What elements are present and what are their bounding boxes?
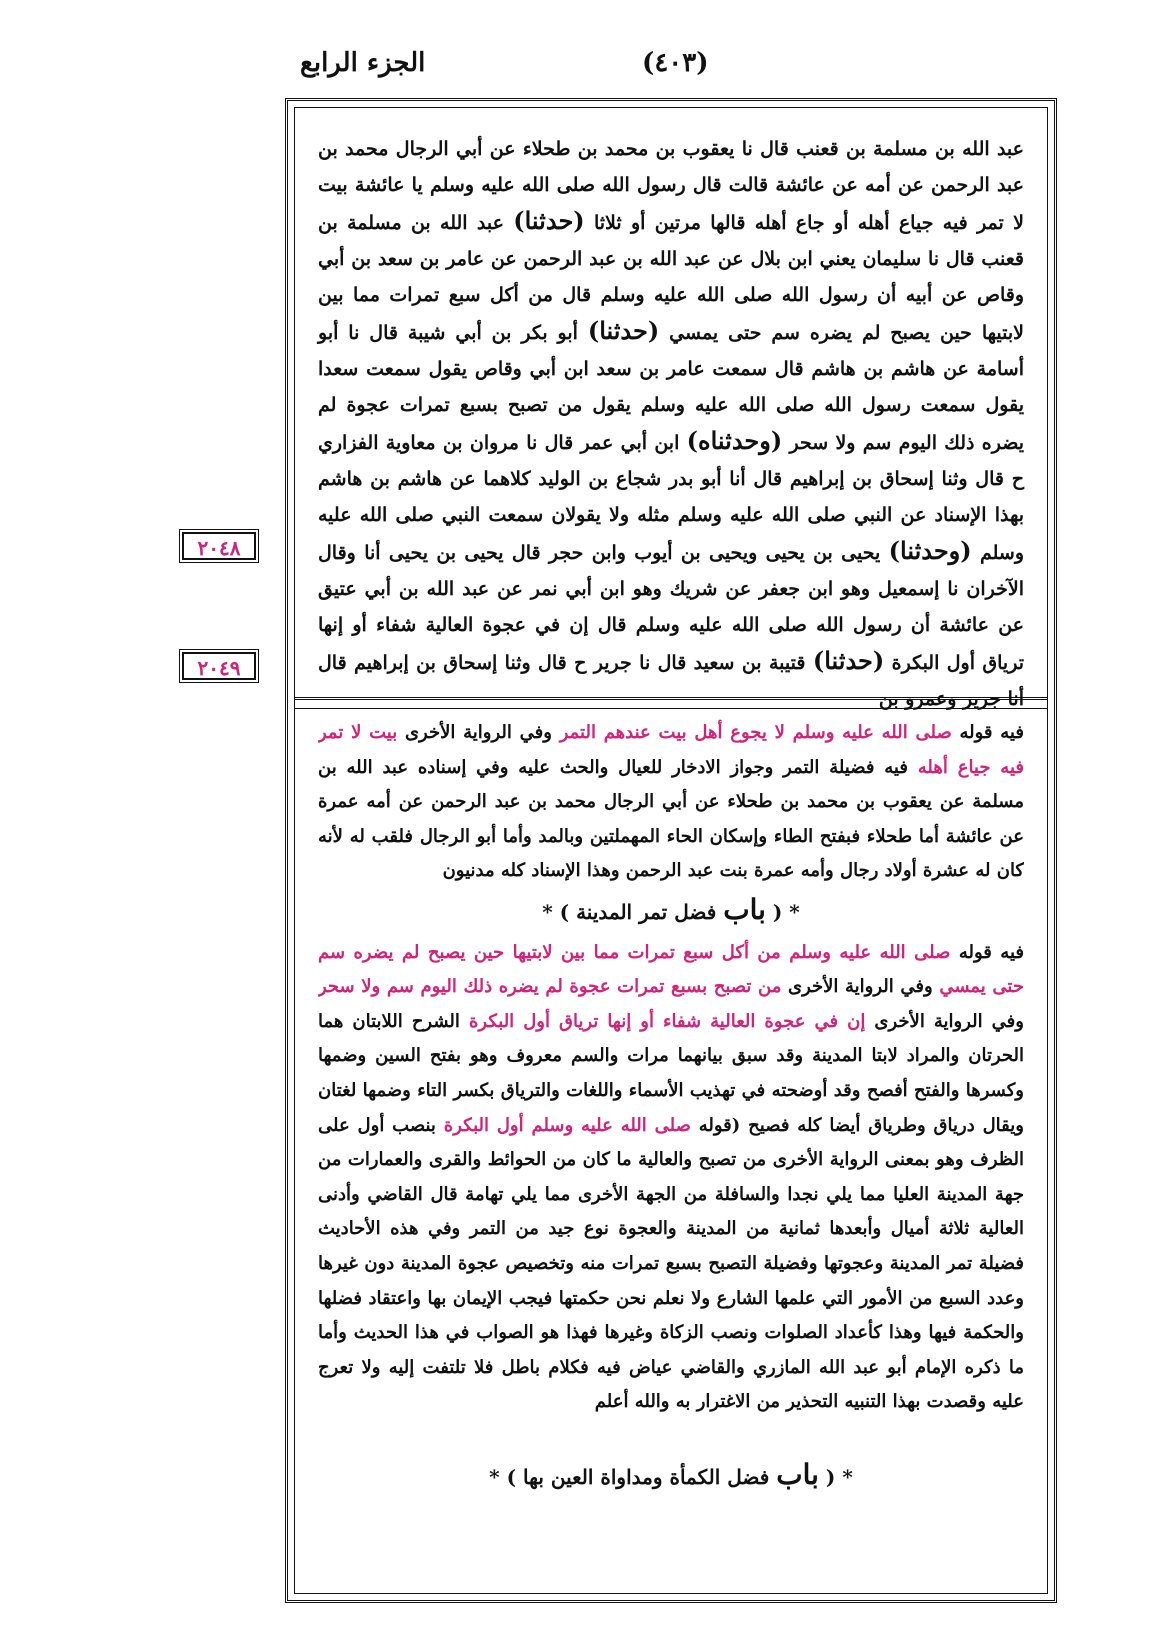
commentary-text: (قوله: [698, 1114, 741, 1136]
quoted-hadith: صلى الله عليه وسلم لا يجوع أهل بيت عندهم التمر: [559, 722, 952, 743]
commentary-text: وفي الرواية الأخرى: [874, 1010, 1024, 1032]
quoted-hadith: صلى الله عليه وسلم من أكل سبع تمرات مما بين لابتيها حين يصبح لم يضره سم حتى يمسي: [318, 941, 1024, 998]
page-frame: [285, 98, 1057, 1603]
commentary-paragraph: [318, 716, 1024, 889]
hadith-number-2048: ٢٠٤٨: [182, 532, 256, 560]
page-number: (٤٠٣): [642, 48, 709, 78]
commentary-paragraph: [318, 936, 1024, 1420]
chapter-bab-word: باب: [776, 1457, 819, 1491]
quoted-hadith: من تصبح بسبع تمرات عجوة لم يضره ذلك اليوم سم ولا سحر: [318, 976, 782, 998]
chapter-title-text: فضل تمر المدينة: [576, 899, 717, 924]
commentary-text: فيه قوله: [959, 722, 1024, 743]
narration-keyword: (حدثنا): [587, 316, 660, 345]
commentary-block: [318, 716, 1024, 1586]
page-header: [0, 38, 1158, 98]
commentary-text: فيه فضيلة التمر وجواز الادخار للعيال والحث عليه وفي إسناده عبد الله بن مسلمة عن يعقوب بن محمد بن طحلاء عن أبي الرجال محمد بن عبد الرحمن عن أمه عمرة عن عائشة أما طحلاء فبفتح الطاء وإسكان الحاء المهملتين وبالمد وأما أبو الرجال فلقب له لأنه كان له عشرة أولاد رجال وأمه عمرة بنت عبد الرحمن وهذا الإسناد كله مدنيون: [318, 756, 1024, 882]
commentary-text: بنصب أول على الظرف وهو بمعنى الرواية الأخرى من تصبح والعالية ما كان من الحوائط والقرى والعمارات من جهة المدينة العليا مما يلي نجدا والسافلة من الجهة الأخرى مما يلي تهامة قال القاضي وأدنى العالية ثلاثة أميال وأبعدها ثمانية من المدينة والعجوة نوع جيد من التمر وفي هذه الأحاديث فضيلة تمر المدينة وعجوتها وفضيلة التصبح بسبع تمرات منه وتخصيص عجوة المدينة دون غيرها وعدد السبع من الأمور التي علمها الشارع ولا نعلم نحن حكمتها فيجب الإيمان بها واعتقاد فضلها والحكمة فيها وهذا كأعداد الصلوات ونصب الزكاة وغيرها فهذا هو الصواب في هذا الحديث وأما ما ذكره الإمام أبو عبد الله المازري والقاضي عياض فيه فكلام باطل فلا تلتفت إليه ولا تعرج عليه وقصدت بهذا التنبيه التحذير من الاغترار به والله أعلم: [318, 1114, 1024, 1413]
commentary-text: الشرح اللابتان هما الحرتان والمراد لابتا المدينة وقد سبق بيانهما مرات والسم معروف وهو بفتح السين وضمها وكسرها والفتح أفصح وقد أوضحته في تهذيب الأسماء واللغات والترياق بكسر التاء وضمها لغتان ويقال درياق وطرياق أيضا كله فصيح: [318, 1010, 1024, 1136]
chapter-title: * ( باب فضل تمر المدينة ) *: [542, 892, 800, 926]
commentary-text: وفي الرواية الأخرى: [404, 722, 552, 743]
commentary-text: وفي الرواية الأخرى: [787, 976, 933, 998]
chapter-bab-word: باب: [723, 892, 766, 926]
quoted-hadith: بيت لا تمر فيه جياع أهله: [318, 722, 1024, 778]
hadith-number-2049: ٢٠٤٩: [182, 652, 256, 680]
narration-keyword: (وحدثنا): [888, 536, 972, 565]
hadith-text: ابن أبي عمر قال نا مروان بن معاوية الفزاري ح قال وثنا إسحاق بن إبراهيم قال أنا أبو بدر شجاع بن الوليد كلاهما عن هاشم بن هاشم بهذا الإسناد عن النبي صلى الله عليه وسلم مثله ولا يقولان سمعت النبي صلى الله عليه وسلم: [318, 432, 1024, 564]
quoted-hadith: صلى الله عليه وسلم أول البكرة: [443, 1114, 691, 1136]
chapter-title-text: فضل الكمأة ومداواة العين بها: [523, 1464, 770, 1489]
section-divider: [294, 697, 1048, 709]
commentary-text: فيه قوله: [958, 941, 1024, 963]
narration-keyword: (حدثنا): [812, 646, 885, 675]
hadith-paragraph: [318, 131, 1024, 717]
part-name: الجزء الرابع: [300, 48, 426, 78]
hadith-text: قتيبة بن سعيد قال نا جرير ح قال وثنا إسحاق بن إبراهيم قال أنا جرير وعمرو بن: [318, 652, 1024, 710]
hadith-text-block: [318, 131, 1025, 710]
hadith-text: عبد الله بن مسلمة بن قعنب قال نا يعقوب بن محمد بن طحلاء عن أبي الرجال محمد بن عبد الرحمن عن أمه عن عائشة قالت قال رسول الله صلى الله عليه وسلم يا عائشة بيت لا تمر فيه جياع أهله أو جاع أهله قالها مرتين أو ثلاثا: [318, 138, 1025, 234]
narration-keyword: (حدثنا): [513, 206, 585, 235]
hadith-text: يحيى بن يحيى ويحيى بن أيوب وابن حجر قال يحيى بن يحيى أنا وقال الآخران نا إسمعيل وهو ابن جعفر عن شريك وهو ابن أبي نمر عن عبد الله بن أبي عتيق عن عائشة أن رسول الله صلى الله عليه وسلم قال إن في عجوة العالية شفاء أو إنها ترياق أول البكرة: [318, 542, 1024, 674]
chapter-title: * ( باب فضل الكمأة ومداواة العين بها ) *: [489, 1457, 853, 1491]
quoted-hadith: إن في عجوة العالية شفاء أو إنها ترياق أول البكرة: [468, 1010, 866, 1032]
hadith-text: أبو بكر بن أبي شيبة قال نا أبو أسامة عن هاشم بن هاشم قال سمعت عامر بن سعد ابن أبي وقاص يقول سمعت سعدا يقول سمعت رسول الله صلى الله عليه وسلم يقول من تصبح بسبع تمرات عجوة لم يضره ذلك اليوم سم ولا سحر: [318, 322, 1025, 454]
narration-keyword: (وحدثناه): [686, 426, 783, 455]
hadith-text: عبد الله بن مسلمة بن قعنب قال نا سليمان يعني ابن بلال عن عبد الله بن عبد الرحمن عن عامر بن سعد بن أبي وقاص عن أبيه أن رسول الله صلى الله عليه وسلم قال من أكل سبع تمرات مما بين لابتيها حين يصبح لم يضره سم حتى يمسي: [318, 212, 1024, 344]
